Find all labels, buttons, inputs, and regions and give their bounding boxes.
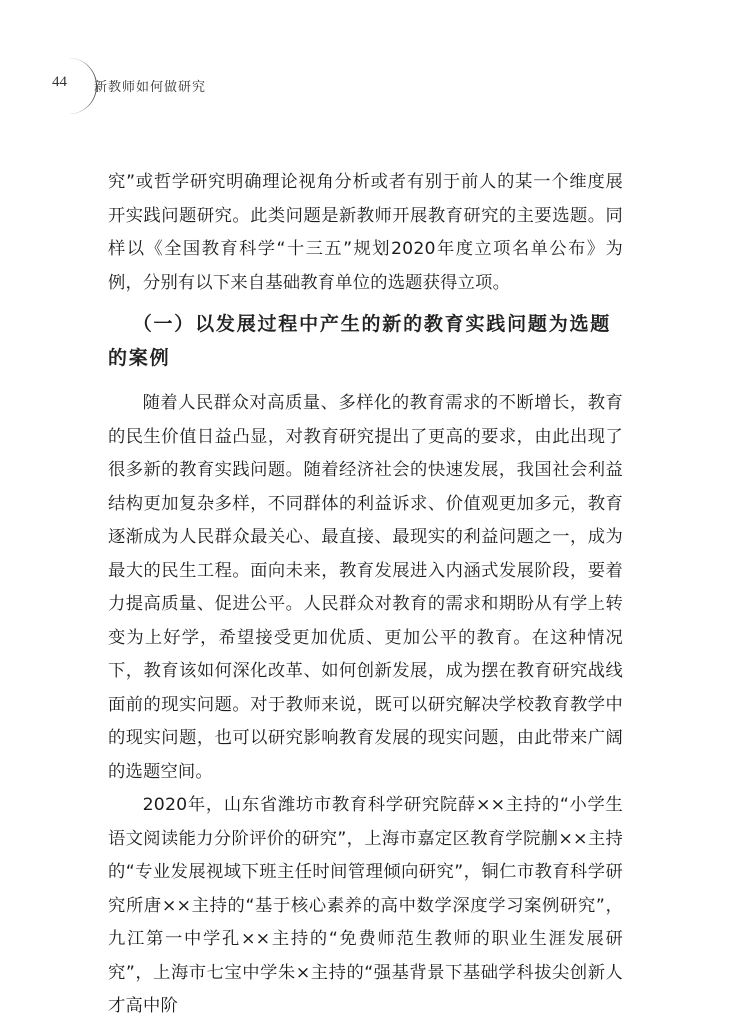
section-heading: （一）以发展过程中产生的新的教育实践问题为选题的案例 [108,313,612,369]
page-header [22,58,322,118]
header-arc-decoration [66,58,97,114]
running-book-title: 新教师如何做研究 [94,80,207,95]
paragraph-context: 随着人民群众对高质量、多样化的教育需求的不断增长，教育的民生价值日益凸显，对教育研究提出了更高的要求，由此出现了很多新的教育实践问题。随着经济社会的快速发展，我国社会利益结构更加复杂多样，不同群体的利益诉求、价值观更加多元，教育逐渐成为人民群众最关心、最直接、最现实的利益问题之一，成为最大的民生工程。面向未来，教育发展进入内涵式发展阶段，要着力提高质量、促进公平。人民群众对教育的需求和期盼从有学上转变为上好学，希望接受更加优质、更加公平的教育。在这种情况下，教育该如何深化改革、如何创新发展，成为摆在教育研究战线面前的现实问题。对于教师来说，既可以研究解决学校教育教学中的现实问题，也可以研究影响教育发展的现实问题，由此带来广阔的选题空间。 [108,393,623,782]
page-body [108,166,623,1024]
paragraph-continuation: 究”或哲学研究明确理论视角分析或者有别于前人的某一个维度展开实践问题研究。此类问题是新教师开展教育研究的主要选题。同样以《全国教育科学“十三五”规划2020年度立项名单公布》为例，分别有以下来自基础教育单位的选题获得立项。 [108,172,623,293]
page-number: 44 [52,74,67,90]
paragraph-examples: 2020年，山东省潍坊市教育科学研究院薛××主持的“小学生语文阅读能力分阶评价的研究”，上海市嘉定区教育学院蒯××主持的“专业发展视域下班主任时间管理倾向研究”，铜仁市教育科学研究所唐××主持的“基于核心素养的高中数学深度学习案例研究”，九江第一中学孔××主持的“免费师范生教师的职业生涯发展研究”，上海市七宝中学朱×主持的“强基背景下基础学科拔尖创新人才高中阶 [108,795,623,1016]
